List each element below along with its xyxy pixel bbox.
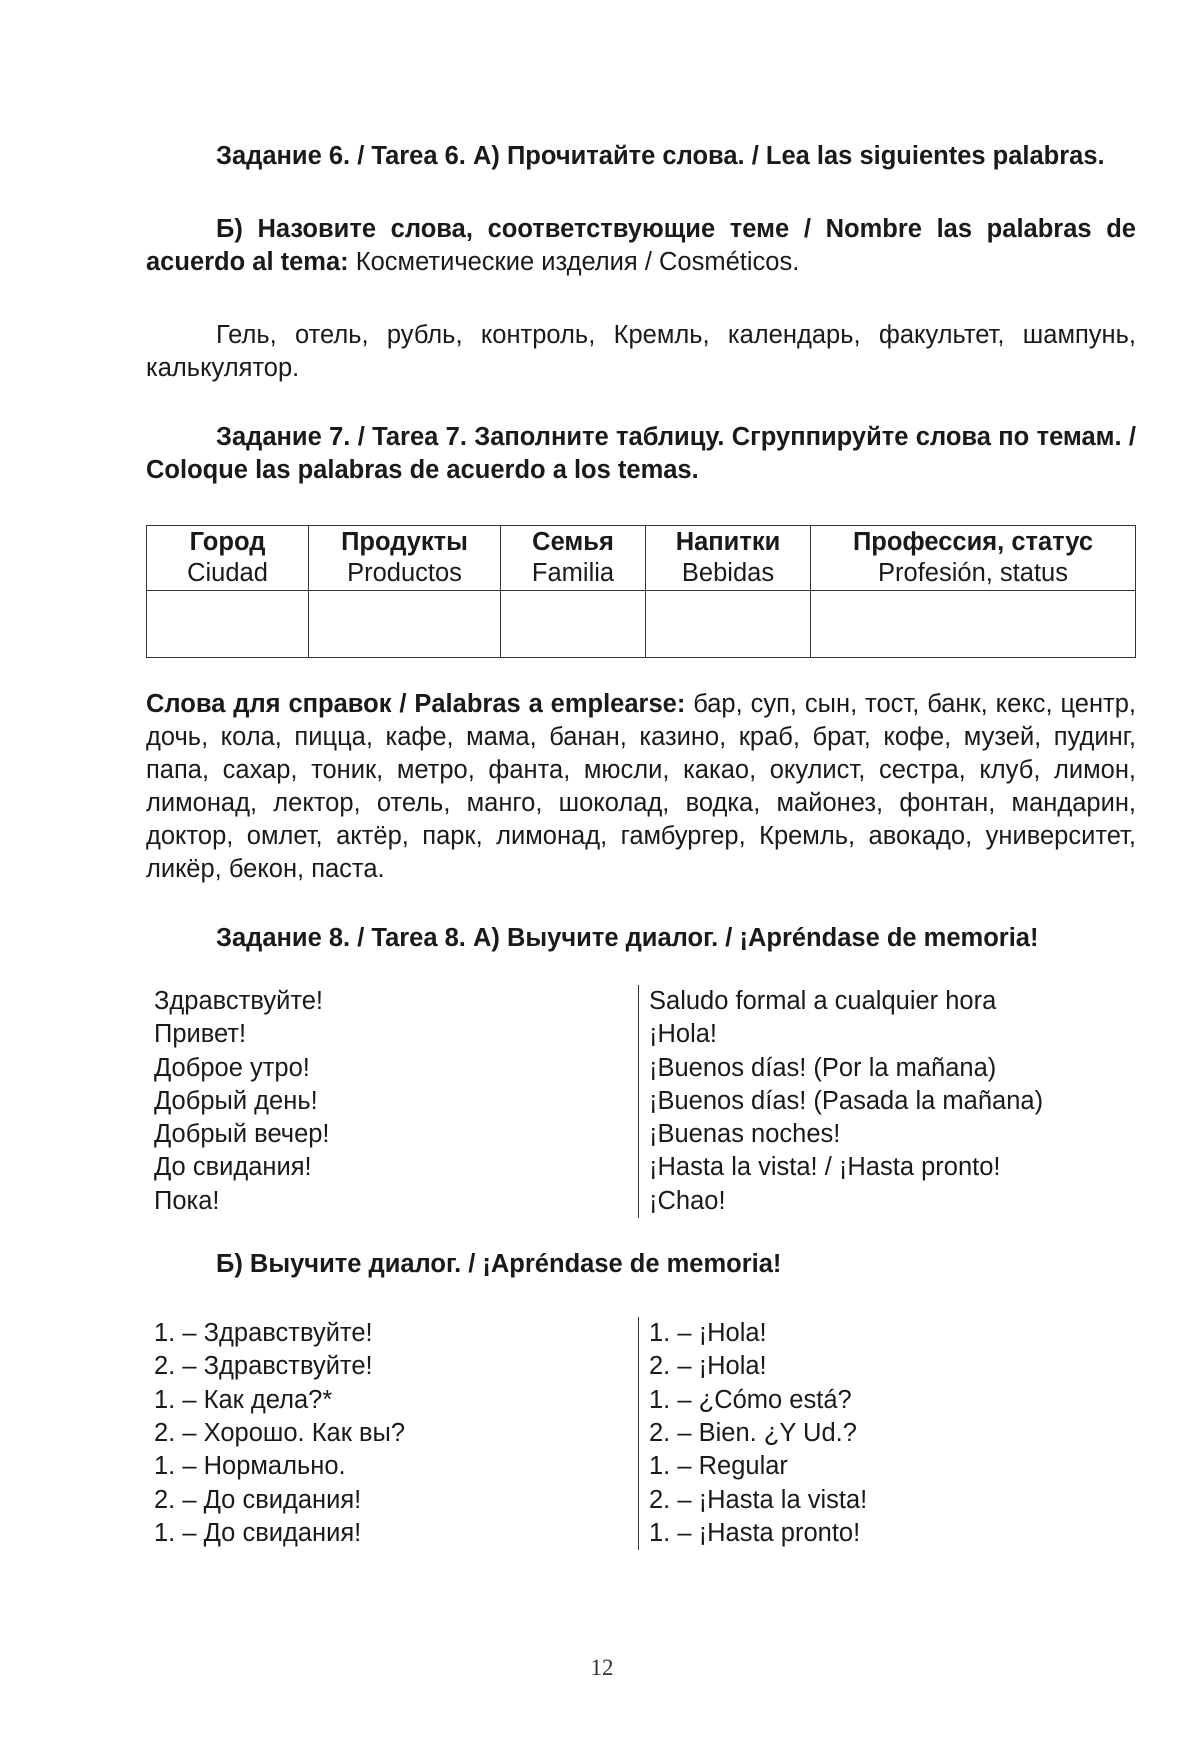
dialog-line-es: 1. – Regular bbox=[649, 1452, 788, 1481]
greeting-ru: Пока! bbox=[154, 1186, 220, 1215]
task8-b-heading: Б) Выучите диалог. / ¡Apréndase de memoria! bbox=[216, 1250, 782, 1279]
table-answer-cell bbox=[646, 591, 811, 658]
greeting-ru: Здравствуйте! bbox=[154, 987, 323, 1015]
greetings-columns bbox=[146, 985, 1136, 1218]
task6-b-topic: Косметические изделия / Cosméticos. bbox=[355, 248, 800, 276]
greeting-ru: Добрый день! bbox=[154, 1086, 318, 1115]
page-number: 12 bbox=[590, 1655, 614, 1680]
dialog-spanish-column bbox=[638, 1317, 1136, 1550]
task6-words: Гель, отель, рубль, контроль, Кремль, календарь, факультет, шампунь, калькулятор. bbox=[146, 321, 1136, 382]
dialog-line-es: 1. – ¿Cómo está? bbox=[649, 1385, 852, 1414]
topics-table-header-row bbox=[147, 526, 1136, 591]
table-answer-cell bbox=[811, 591, 1136, 658]
dialog-line-es: 2. – Bien. ¿Y Ud.? bbox=[649, 1418, 857, 1447]
greeting-es: ¡Chao! bbox=[649, 1186, 726, 1215]
table-answer-cell bbox=[147, 591, 309, 658]
dialog-line-ru: 1. – Здравствуйте! bbox=[154, 1319, 373, 1348]
task6-b-instruction: Б) Назовите слова, соответствующие теме / Nombre las palabras de acuerdo al tema: bbox=[146, 215, 1136, 276]
greetings-russian-column bbox=[146, 985, 638, 1218]
greeting-es: ¡Buenos días! (Pasada la mañana) bbox=[649, 1086, 1044, 1115]
table-header-cell: Город Ciudad bbox=[147, 526, 309, 591]
greeting-ru: Доброе утро! bbox=[154, 1053, 310, 1082]
table-header-cell: Семья Familia bbox=[501, 526, 646, 591]
dialog-line-ru: 1. – Как дела?* bbox=[154, 1385, 333, 1414]
task7-heading: Задание 7. / Tarea 7. Заполните таблицу. Сгруппируйте слова по темам. / Coloque las palabras de acuerdo a los temas. bbox=[146, 423, 1136, 484]
dialog-columns bbox=[146, 1317, 1136, 1550]
dialog-line-es: 1. – ¡Hasta pronto! bbox=[649, 1518, 861, 1547]
dialog-russian-column bbox=[146, 1317, 638, 1550]
topics-table-answer-row bbox=[147, 591, 1136, 658]
topics-table bbox=[146, 525, 1136, 658]
dialog-line-ru: 1. – До свидания! bbox=[154, 1518, 362, 1547]
greeting-es: ¡Buenos días! (Por la mañana) bbox=[649, 1053, 997, 1082]
table-answer-cell bbox=[309, 591, 501, 658]
greeting-ru: Привет! bbox=[154, 1020, 247, 1049]
dialog-line-es: 2. – ¡Hasta la vista! bbox=[649, 1485, 868, 1514]
reference-words-paragraph bbox=[146, 688, 1136, 886]
greeting-ru: До свидания! bbox=[154, 1153, 312, 1182]
dialog-line-ru: 1. – Нормально. bbox=[154, 1452, 346, 1481]
dialog-line-ru: 2. – Хорошо. Как вы? bbox=[154, 1418, 406, 1447]
reference-words-label: Слова для справок / Palabras a emplearse: bbox=[146, 690, 686, 718]
greeting-es: ¡Buenas noches! bbox=[649, 1120, 841, 1149]
table-header-cell: Профессия, статус Profesión, status bbox=[811, 526, 1136, 591]
page-content bbox=[146, 140, 1136, 1550]
table-answer-cell bbox=[501, 591, 646, 658]
greetings-spanish-column bbox=[638, 985, 1136, 1218]
greeting-ru: Добрый вечер! bbox=[154, 1120, 330, 1149]
dialog-line-es: 2. – ¡Hola! bbox=[649, 1352, 767, 1381]
dialog-line-es: 1. – ¡Hola! bbox=[649, 1319, 767, 1348]
greeting-es: Saludo formal a cualquier hora bbox=[649, 987, 997, 1015]
task8-heading: Задание 8. / Tarea 8. А) Выучите диалог. / ¡Apréndase de memoria! bbox=[216, 924, 1039, 952]
greeting-es: ¡Hola! bbox=[649, 1020, 718, 1049]
greeting-es: ¡Hasta la vista! / ¡Hasta pronto! bbox=[649, 1153, 1001, 1182]
task6-heading: Задание 6. / Tarea 6. А) Прочитайте слова. / Lea las siguientes palabras. bbox=[216, 142, 1105, 170]
task6-b-paragraph bbox=[146, 213, 1136, 279]
table-header-cell: Продукты Productos bbox=[309, 526, 501, 591]
table-header-cell: Напитки Bebidas bbox=[646, 526, 811, 591]
dialog-line-ru: 2. – Здравствуйте! bbox=[154, 1352, 373, 1381]
reference-words-list: бар, суп, сын, тост, банк, кекс, центр, дочь, кола, пицца, кафе, мама, банан, казино, краб, брат, кофе, музей, пудинг, папа, сахар, тоник, метро, фанта, мюсли, какао, окулист, сестра, клуб, лимон, лимонад, лектор, отель, манго, шоколад, водка, майонез, фонтан, мандарин, доктор, омлет, актёр, парк, лимонад, гамбургер, Кремль, авокадо, университет, ликёр, бекон, паста. bbox=[146, 690, 1136, 883]
dialog-line-ru: 2. – До свидания! bbox=[154, 1485, 362, 1514]
